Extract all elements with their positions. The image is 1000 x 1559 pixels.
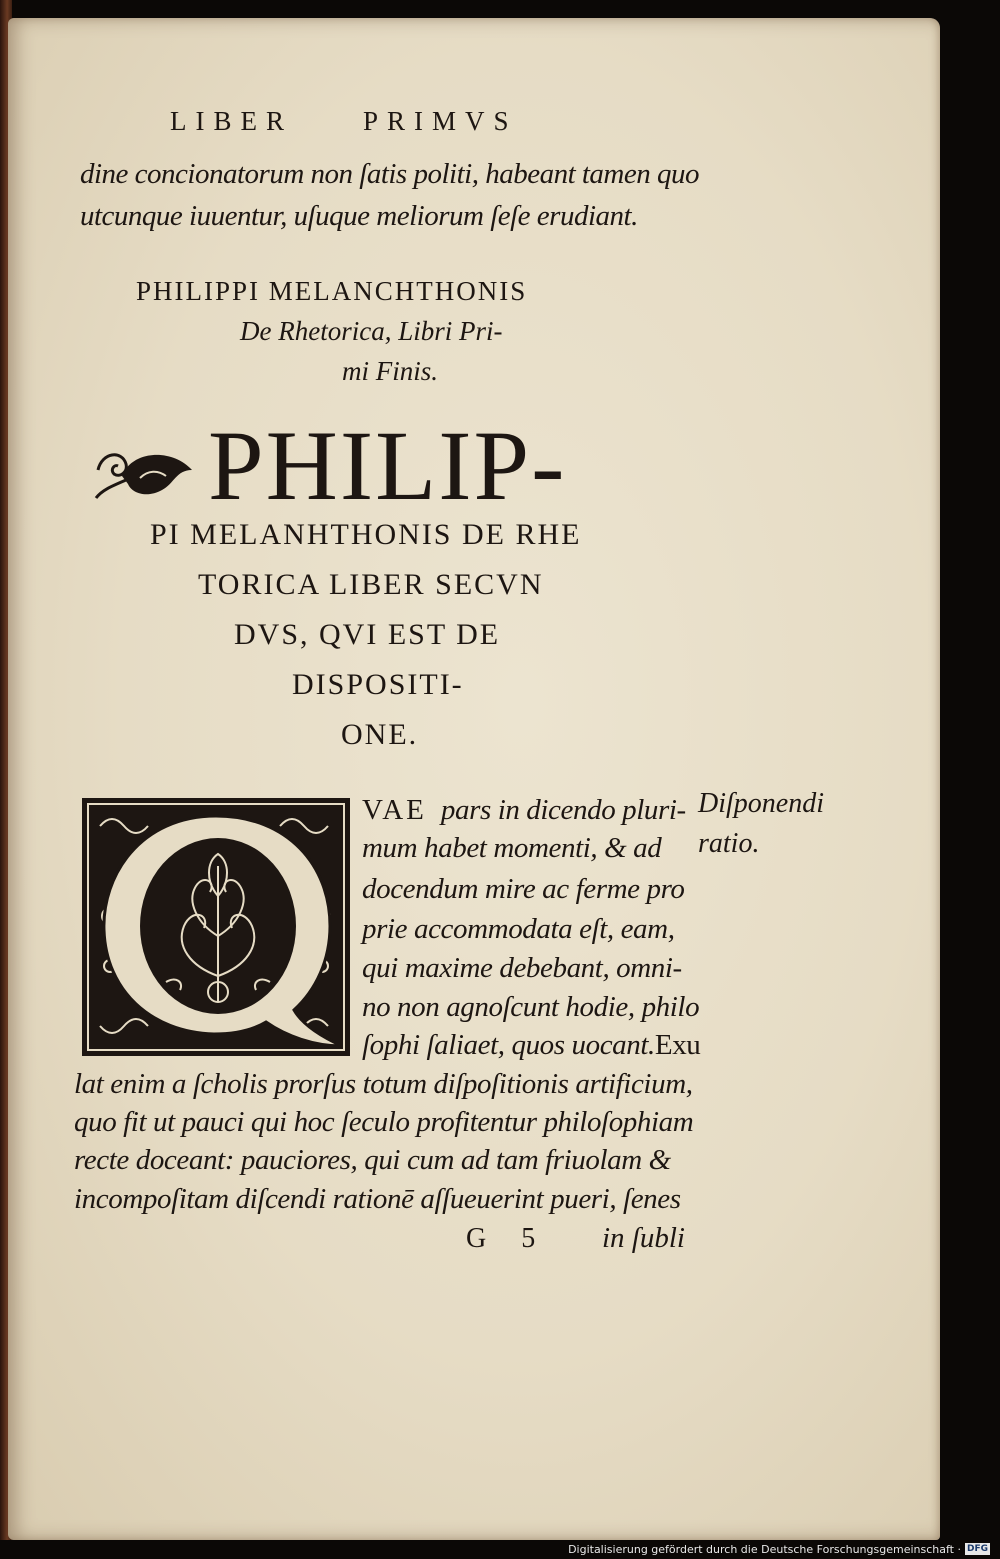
end-subtitle-line: mi Finis. <box>342 356 439 386</box>
dfg-logo-icon: DFG <box>966 1544 988 1554</box>
running-head-primvs: PRIMVS <box>363 106 518 136</box>
running-head <box>170 106 518 137</box>
initial-continuation: VAE <box>362 794 427 826</box>
text-line <box>362 794 686 827</box>
signature-number: 5 <box>521 1223 537 1254</box>
text-line: utcunque iuuentur, uſuque meliorum ſeſe erudiant. <box>80 200 638 232</box>
text-fragment: ſophi ſaliaet, quos uocant. <box>362 1029 655 1061</box>
title-line: PI MELANHTHONIS DE RHE <box>150 518 582 551</box>
big-title: PHILIP- <box>208 410 567 521</box>
catchword: in ſubli <box>602 1222 685 1254</box>
decorated-initial-q-icon <box>80 796 352 1058</box>
signature-letter: G <box>466 1223 488 1254</box>
text-line: quo fit ut pauci qui hoc ſeculo profitentur philoſophiam <box>74 1106 694 1138</box>
book-page <box>8 18 940 1540</box>
text-line: no non agnoſcunt hodie, philo <box>362 991 700 1023</box>
text-line: prie accommodata eſt, eam, <box>362 913 675 945</box>
text-line: dine concionatorum non ſatis politi, habeant tamen quo <box>80 158 700 190</box>
credit-text: Digitalisierung gefördert durch die Deutsche Forschungsgemeinschaft · <box>568 1542 961 1556</box>
fleuron-ornament-icon <box>92 440 196 502</box>
text-line: incompoſitam diſcendi rationē aſſueuerint pueri, ſenes <box>74 1183 681 1215</box>
title-line: DISPOSITI- <box>292 668 464 701</box>
text-line: docendum mire ac ferme pro <box>362 873 685 905</box>
title-line: TORICA LIBER SECVN <box>198 568 544 601</box>
title-line: ONE. <box>341 718 419 751</box>
text-line: qui maxime debebant, omni- <box>362 952 682 984</box>
text-line: recte doceant: pauciores, qui cum ad tam friuolam & <box>74 1144 671 1176</box>
margin-note: ratio. <box>698 828 760 859</box>
text-fragment: pars in dicendo pluri- <box>440 794 686 826</box>
signature-mark <box>466 1223 536 1255</box>
text-fragment: Exu <box>654 1029 701 1061</box>
text-line: lat enim a ſcholis prorſus totum diſpoſitionis artificium, <box>74 1068 693 1100</box>
digitization-credit <box>568 1542 990 1556</box>
margin-note: Diſponendi <box>698 788 824 819</box>
text-line <box>362 1029 700 1062</box>
end-subtitle-line: De Rhetorica, Libri Pri- <box>240 316 503 346</box>
title-line: DVS, QVI EST DE <box>234 618 501 651</box>
running-head-liber: LIBER <box>170 106 293 136</box>
text-line: mum habet momenti, & ad <box>362 832 662 864</box>
end-title: PHILIPPI MELANCHTHONIS <box>136 276 528 306</box>
